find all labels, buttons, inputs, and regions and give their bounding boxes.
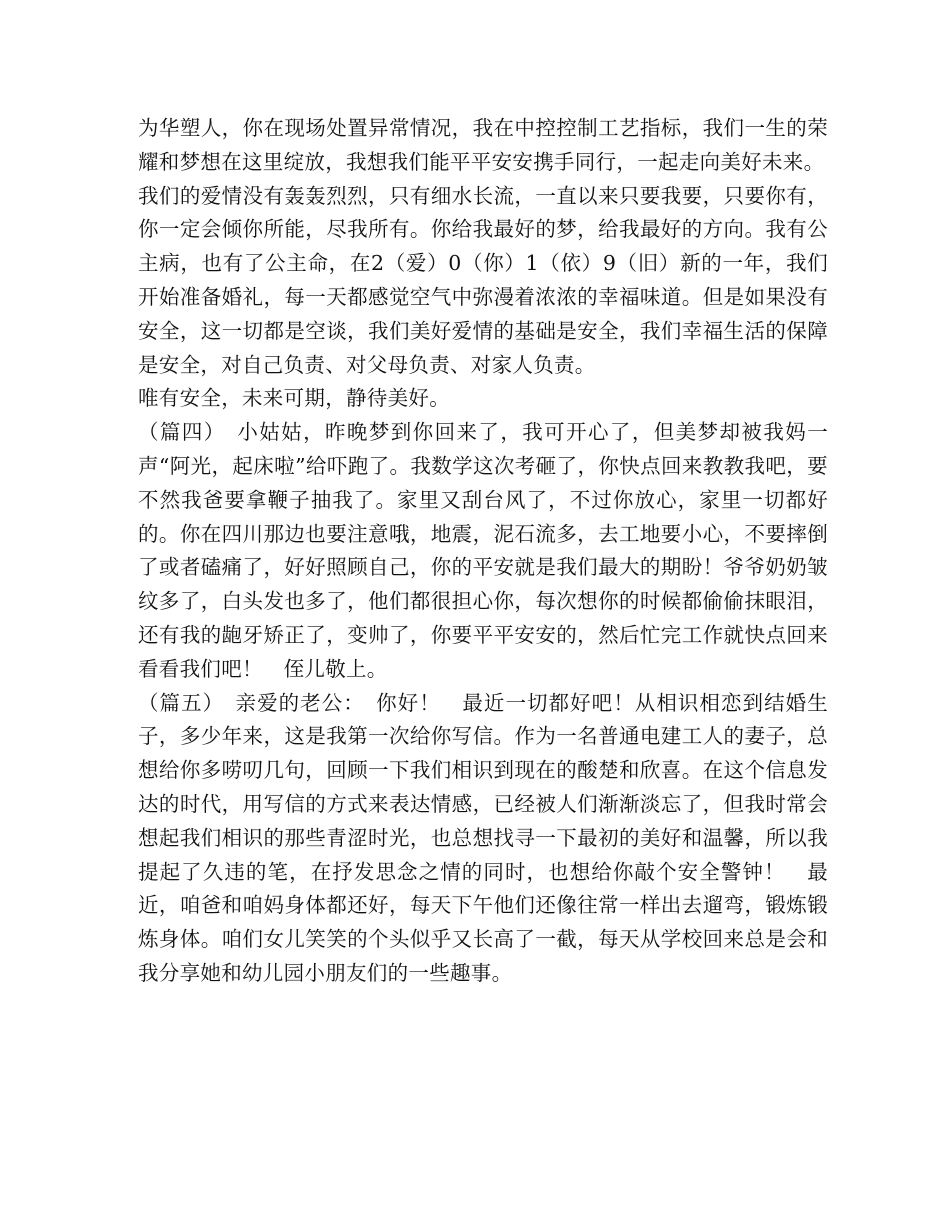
paragraph-2: 我们的爱情没有轰轰烈烈，只有细水长流，一直以来只要我要，只要你有，你一定会倾你所能，尽我所有。你给我最好的梦，给我最好的方向。我有公主病，也有了公主命，在2（爱）0（你）1（依）9（旧）新的一年，我们开始准备婚礼，每一天都感觉空气中弥漫着浓浓的幸福味道。但是如果没有安全，这一切都是空谈，我们美好爱情的基础是安全，我们幸福生活的保障是安全，对自己负责、对父母负责、对家人负责。 <box>138 183 828 377</box>
paragraph-3: 唯有安全，未来可期，静待美好。 <box>138 386 450 411</box>
document-body <box>138 112 828 991</box>
paragraph-5: （篇五） 亲爱的老公： 你好！ 最近一切都好吧！从相识相恋到结婚生子，多少年来，这是我第一次给你写信。作为一名普通电建工人的妻子，总想给你多唠叨几句，回顾一下我们相识到现在的酸楚和欣喜。在这个信息发达的时代，用写信的方式来表达情感，已经被人们渐渐淡忘了，但我时常会想起我们相识的那些青涩时光，也总想找寻一下最初的美好和温馨，所以我提起了久违的笔，在抒发思念之情的同时，也想给你敲个安全警钟！ 最近，咱爸和咱妈身体都还好，每天下午他们还像往常一样出去遛弯，锻炼锻炼身体。咱们女儿笑笑的个头似乎又长高了一截，每天从学校回来总是会和我分享她和幼儿园小朋友们的一些趣事。 <box>138 690 828 985</box>
paragraph-1: 为华塑人，你在现场处置异常情况，我在中控控制工艺指标，我们一生的荣耀和梦想在这里绽放，我想我们能平平安安携手同行，一起走向美好未来。 <box>138 116 828 174</box>
paragraph-4: （篇四） 小姑姑，昨晚梦到你回来了，我可开心了，但美梦却被我妈一声“阿光，起床啦”给吓跑了。我数学这次考砸了，你快点回来教教我吧，要不然我爸要拿鞭子抽我了。家里又刮台风了，不过你放心，家里一切都好的。你在四川那边也要注意哦，地震，泥石流多，去工地要小心，不要摔倒了或者磕痛了，好好照顾自己，你的平安就是我们最大的期盼！爷爷奶奶皱纹多了，白头发也多了，他们都很担心你，每次想你的时候都偷偷抹眼泪，还有我的龅牙矫正了，变帅了，你要平平安安的，然后忙完工作就快点回来看看我们吧！ 侄儿敬上。 <box>138 420 828 681</box>
